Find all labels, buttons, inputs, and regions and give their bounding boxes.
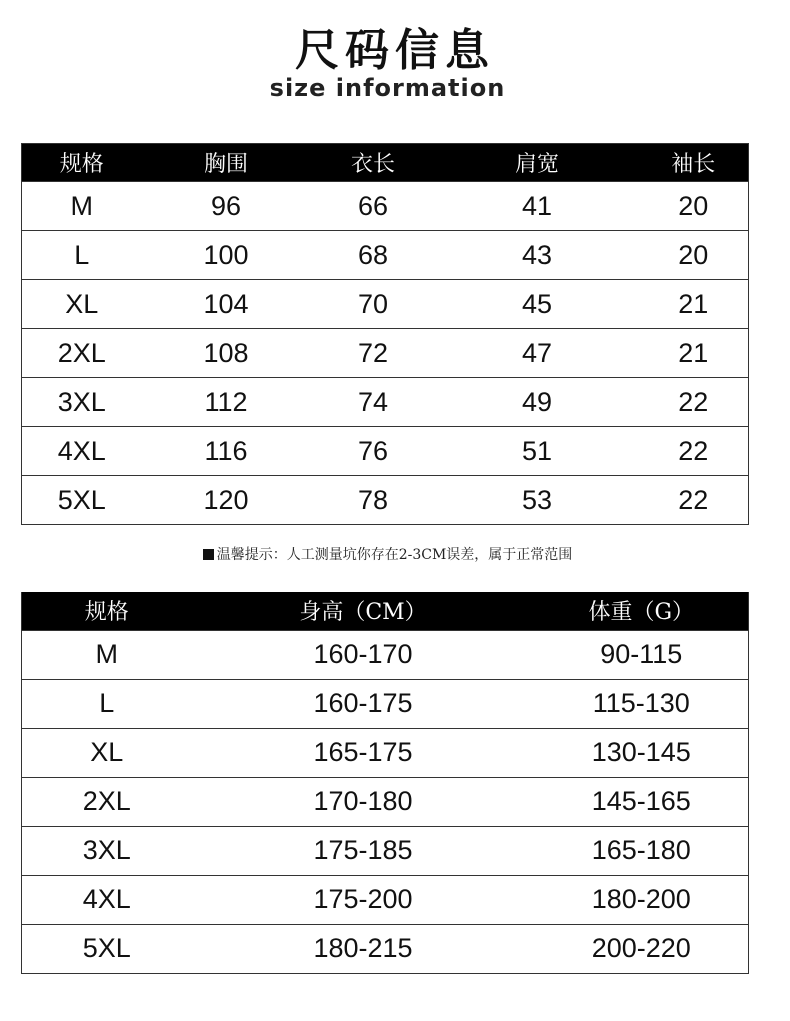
cell-length: 68 — [311, 231, 436, 280]
cell-height: 160-175 — [192, 679, 535, 728]
cell-weight: 130-145 — [535, 728, 749, 777]
header-height: 身高（CM） — [192, 592, 535, 630]
table-header-row — [22, 592, 749, 630]
table-row — [22, 476, 749, 525]
cell-chest: 104 — [142, 280, 311, 329]
cell-sleeve: 22 — [639, 476, 749, 525]
header-length: 衣长 — [311, 144, 436, 182]
cell-weight: 165-180 — [535, 826, 749, 875]
table-row — [22, 378, 749, 427]
header-shoulder: 肩宽 — [436, 144, 639, 182]
table-row — [22, 329, 749, 378]
cell-chest: 100 — [142, 231, 311, 280]
table-row — [22, 826, 749, 875]
cell-size: XL — [22, 280, 142, 329]
table-row — [22, 728, 749, 777]
cell-height: 175-185 — [192, 826, 535, 875]
cell-weight: 90-115 — [535, 630, 749, 679]
header-chest: 胸围 — [142, 144, 311, 182]
cell-height: 175-200 — [192, 875, 535, 924]
table-row — [22, 630, 749, 679]
table-row — [22, 280, 749, 329]
cell-size: 3XL — [22, 826, 192, 875]
table-row — [22, 427, 749, 476]
header-weight: 体重（G） — [535, 592, 749, 630]
note-text: 温馨提示：人工测量坑你存在2-3CM误差，属于正常范围 — [216, 547, 573, 563]
cell-size: 3XL — [22, 378, 142, 427]
cell-size: 2XL — [22, 777, 192, 826]
cell-weight: 180-200 — [535, 875, 749, 924]
cell-size: 5XL — [22, 476, 142, 525]
cell-size: XL — [22, 728, 192, 777]
cell-size: 4XL — [22, 427, 142, 476]
table-row — [22, 924, 749, 973]
cell-shoulder: 51 — [436, 427, 639, 476]
cell-length: 78 — [311, 476, 436, 525]
table-row — [22, 777, 749, 826]
height-weight-table — [21, 592, 749, 974]
cell-height: 165-175 — [192, 728, 535, 777]
cell-weight: 115-130 — [535, 679, 749, 728]
header-spec: 规格 — [22, 592, 192, 630]
cell-length: 76 — [311, 427, 436, 476]
cell-height: 180-215 — [192, 924, 535, 973]
cell-length: 66 — [311, 182, 436, 231]
table-row — [22, 875, 749, 924]
cell-length: 70 — [311, 280, 436, 329]
table-header-row — [22, 144, 749, 182]
cell-length: 72 — [311, 329, 436, 378]
cell-chest: 116 — [142, 427, 311, 476]
cell-size: 2XL — [22, 329, 142, 378]
cell-shoulder: 43 — [436, 231, 639, 280]
cell-shoulder: 49 — [436, 378, 639, 427]
bullet-square-icon — [203, 549, 214, 560]
header-sleeve: 袖长 — [639, 144, 749, 182]
header-spec: 规格 — [22, 144, 142, 182]
cell-height: 160-170 — [192, 630, 535, 679]
table-row — [22, 231, 749, 280]
table-row — [22, 679, 749, 728]
cell-sleeve: 20 — [639, 182, 749, 231]
cell-size: 5XL — [22, 924, 192, 973]
cell-weight: 200-220 — [535, 924, 749, 973]
cell-length: 74 — [311, 378, 436, 427]
cell-chest: 112 — [142, 378, 311, 427]
measurement-note — [0, 544, 775, 564]
cell-size: M — [22, 630, 192, 679]
page-subtitle: size information — [269, 74, 506, 102]
cell-shoulder: 47 — [436, 329, 639, 378]
cell-sleeve: 22 — [639, 378, 749, 427]
table-row — [22, 182, 749, 231]
cell-sleeve: 21 — [639, 280, 749, 329]
cell-weight: 145-165 — [535, 777, 749, 826]
cell-size: L — [22, 231, 142, 280]
cell-chest: 108 — [142, 329, 311, 378]
cell-chest: 120 — [142, 476, 311, 525]
cell-height: 170-180 — [192, 777, 535, 826]
garment-size-table — [21, 143, 749, 525]
cell-size: 4XL — [22, 875, 192, 924]
cell-shoulder: 53 — [436, 476, 639, 525]
cell-size: L — [22, 679, 192, 728]
cell-sleeve: 21 — [639, 329, 749, 378]
cell-shoulder: 45 — [436, 280, 639, 329]
cell-sleeve: 22 — [639, 427, 749, 476]
page-title: 尺码信息 — [295, 25, 495, 76]
cell-size: M — [22, 182, 142, 231]
cell-shoulder: 41 — [436, 182, 639, 231]
cell-sleeve: 20 — [639, 231, 749, 280]
cell-chest: 96 — [142, 182, 311, 231]
